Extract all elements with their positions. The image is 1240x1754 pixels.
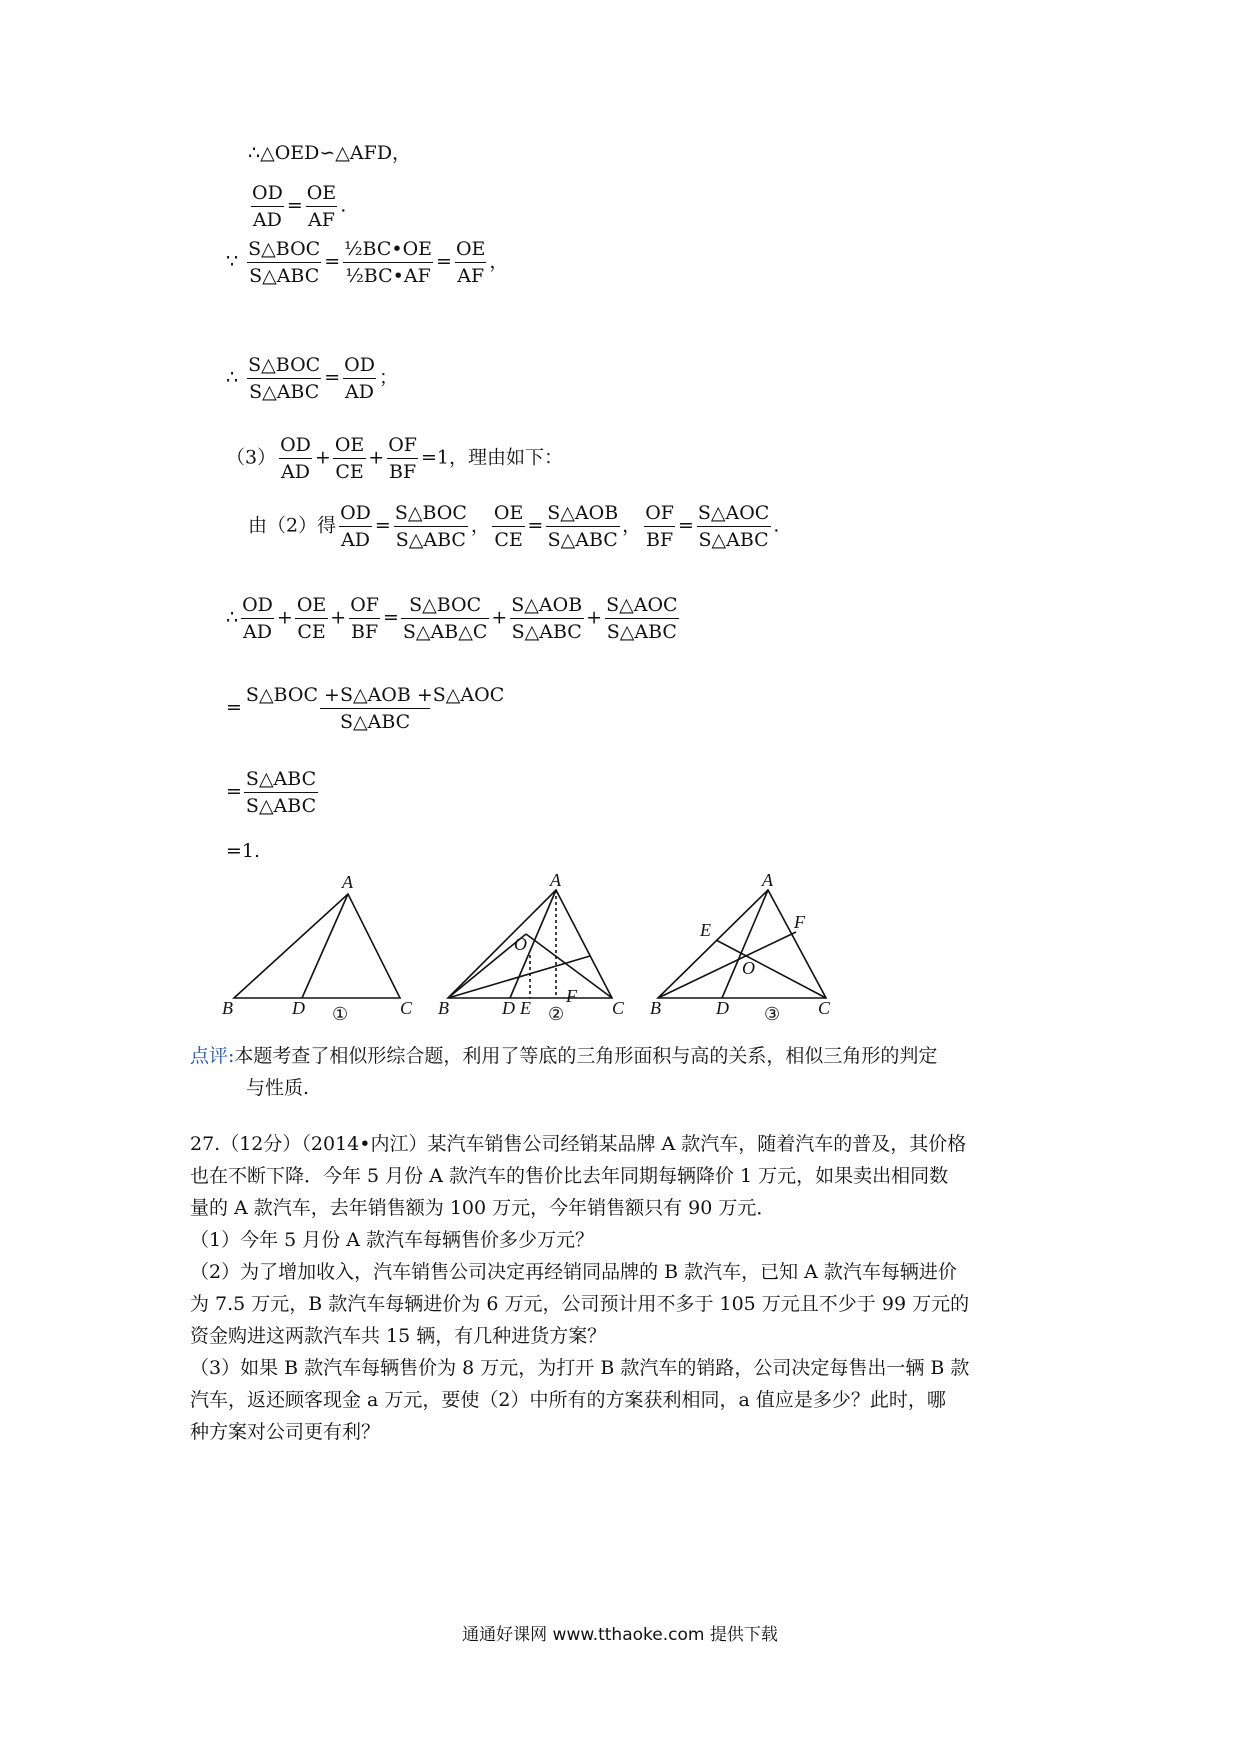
svg-text:D: D (502, 998, 515, 1018)
fraction: $\frac{\text{S△BOC}}{\text{S△ABC}}$ (394, 502, 467, 551)
svg-text:C: C (818, 998, 831, 1018)
geometry-figures (220, 870, 940, 1030)
proof-line-similar: ∴△OED∽△AFD， (248, 142, 412, 164)
fraction: $\frac{\text{S△BOC}}{S\triangle AB\triangle C}$ (402, 594, 488, 643)
fraction: $\frac{\text{S△ABC}}{\text{S△ABC}}$ (245, 768, 317, 817)
fraction: $\frac{\text{S△BOC +S△AOB +S△AOC}}{\text{S△ABC}}$ (245, 684, 505, 733)
comment-label: 点评: (190, 1045, 235, 1067)
triangle-3 (658, 890, 826, 998)
fraction: $\frac{\text{S△AOC}}{\text{S△ABC}}$ (606, 594, 678, 643)
fraction: $\frac{OE}{CE}$ (334, 434, 365, 483)
proof-line-result: =1. (226, 840, 261, 862)
fraction: $\frac{OE}{CE}$ (296, 594, 327, 643)
svg-text:O: O (514, 934, 527, 954)
question-27: 27.（12分）（2014•内江）某汽车销售公司经销某品牌 A 款汽车，随着汽车的普及，其价格 也在不断下降．今年 5 月份 A 款汽车的售价比去年同期每辆降价 1 万元，如果卖出相同数 量的 A 款汽车，去年销售额为 100 万元，今年销售额只有 90 万元． （1）今年 5 月份 A 款汽车每辆售价多少万元？ （2）为了增加收入，汽车销售公司决定再经销同品牌的 B 款汽车，已知 A 款汽车每辆进价 为 7.5 万元，B 款汽车每辆进价为 6 万元，公司预计用不多于 105 万元且不少于 99 万元的 资金购进这两款汽车共 15 辆，有几种进货方案？ （3）如果 B 款汽车每辆售价为 8 万元，为打开 B 款汽车的销路，公司决定每售出一辆 B 款 汽车，返还顾客现金 a 万元，要使（2）中所有的方案获利相同，a 值应是多少？此时，哪 种方案对公司更有利？ (190, 1133, 970, 1443)
page-footer: 通通好课网 www.tthaoke.com 提供下载 (462, 1625, 778, 1645)
fraction: $\frac{OE}{AF}$ (306, 182, 337, 231)
median-ad-1 (302, 894, 348, 998)
svg-text:B: B (438, 998, 449, 1018)
fraction: $\frac{OD}{AD}$ (280, 434, 311, 483)
proof-line-part3: （3） $\frac{OD}{AD}$ + $\frac{OE}{CE}$ + $\frac{OF}{BF}$ =1，理由如下： (226, 434, 563, 483)
fraction: $\frac{OF}{BF}$ (350, 594, 379, 643)
figure-number: ① (332, 1004, 349, 1024)
fraction: $\frac{\text{S△BOC}}{\text{S△ABC}}$ (248, 238, 321, 287)
comment-text: 本题考查了相似形综合题，利用了等底的三角形面积与高的关系，相似三角形的判定 (234, 1045, 938, 1067)
fraction: $\frac{OF}{BF}$ (645, 502, 674, 551)
svg-text:②: ② (548, 1004, 565, 1024)
svg-text:B: B (650, 998, 661, 1018)
fraction: $\frac{\text{S△AOC}}{\text{S△ABC}}$ (697, 502, 770, 551)
proof-line-combined: = $\frac{\text{S△BOC +S△AOB +S△AOC}}{\text{S△ABC}}$ (226, 684, 505, 733)
svg-text:F: F (794, 912, 805, 932)
fraction: $\frac{\text{S△AOB}}{\text{S△ABC}}$ (511, 594, 583, 643)
proof-line-sum: ∴ $\frac{OD}{AD}$ + $\frac{OE}{CE}$ + $\frac{OF}{BF}$ = $\frac{\text{S△BOC}}{S\triangle AB\triangle C}$ + $\frac{\text{S△AOB}}{\text{S△ABC}}$ + $\frac{\text{S△AOC}}{\text{S△ABC}}$ (226, 594, 678, 643)
svg-text:E: E (700, 920, 711, 940)
svg-text:F: F (566, 986, 577, 1006)
proof-line-area-ratio: ∵ $\frac{\text{S△BOC}}{\text{S△ABC}}$ = $\frac{\text{½BC•OE}}{\text{½BC•AF}}$ = $\frac{OE}{AF}$ ， (226, 238, 509, 287)
fraction: $\frac{OD}{AD}$ (340, 502, 371, 551)
proof-line-ratio: $\frac{OD}{AD}$ = $\frac{OE}{AF}$ . (252, 182, 347, 231)
proof-line-conclusion: ∴ $\frac{\text{S△BOC}}{\text{S△ABC}}$ = $\frac{OD}{AD}$ ； (226, 354, 398, 403)
label-B: B (222, 998, 233, 1018)
fraction: $\frac{\text{S△BOC}}{\text{S△ABC}}$ (248, 354, 321, 403)
fraction: $\frac{OF}{BF}$ (388, 434, 417, 483)
fraction: $\frac{OE}{AF}$ (455, 238, 486, 287)
proof-line-from2: 由（2）得 $\frac{OD}{AD}$ = $\frac{\text{S△BOC}}{\text{S△ABC}}$ ， $\frac{OE}{CE}$ = $\frac{\text{S△AOB}}{\text{S△ABC}}$ ， $\frac{OF}{BF}$ = $\frac{\text{S△AOC}}{\text{S△ABC}}$ . (248, 502, 780, 551)
svg-text:③: ③ (764, 1004, 781, 1024)
triangle-1 (234, 894, 400, 998)
fraction: $\frac{OD}{AD}$ (242, 594, 273, 643)
fraction: $\frac{OD}{AD}$ (252, 182, 283, 231)
label-A: A (342, 872, 353, 892)
svg-text:A: A (762, 870, 773, 890)
svg-text:E: E (520, 998, 531, 1018)
fraction: $\frac{\text{½BC•OE}}{\text{½BC•AF}}$ (344, 238, 433, 287)
svg-text:O: O (742, 958, 755, 978)
svg-text:A: A (550, 870, 561, 890)
svg-text:D: D (716, 998, 729, 1018)
fraction: $\frac{OE}{CE}$ (493, 502, 524, 551)
label-D: D (292, 998, 305, 1018)
label-C: C (400, 998, 413, 1018)
comment-block: 点评:本题考查了相似形综合题，利用了等底的三角形面积与高的关系，相似三角形的判定 与性质. (190, 1045, 938, 1099)
fraction: $\frac{OD}{AD}$ (344, 354, 375, 403)
proof-line-simplified: = $\frac{\text{S△ABC}}{\text{S△ABC}}$ (226, 768, 317, 817)
fraction: $\frac{\text{S△AOB}}{\text{S△ABC}}$ (547, 502, 619, 551)
svg-text:C: C (612, 998, 625, 1018)
